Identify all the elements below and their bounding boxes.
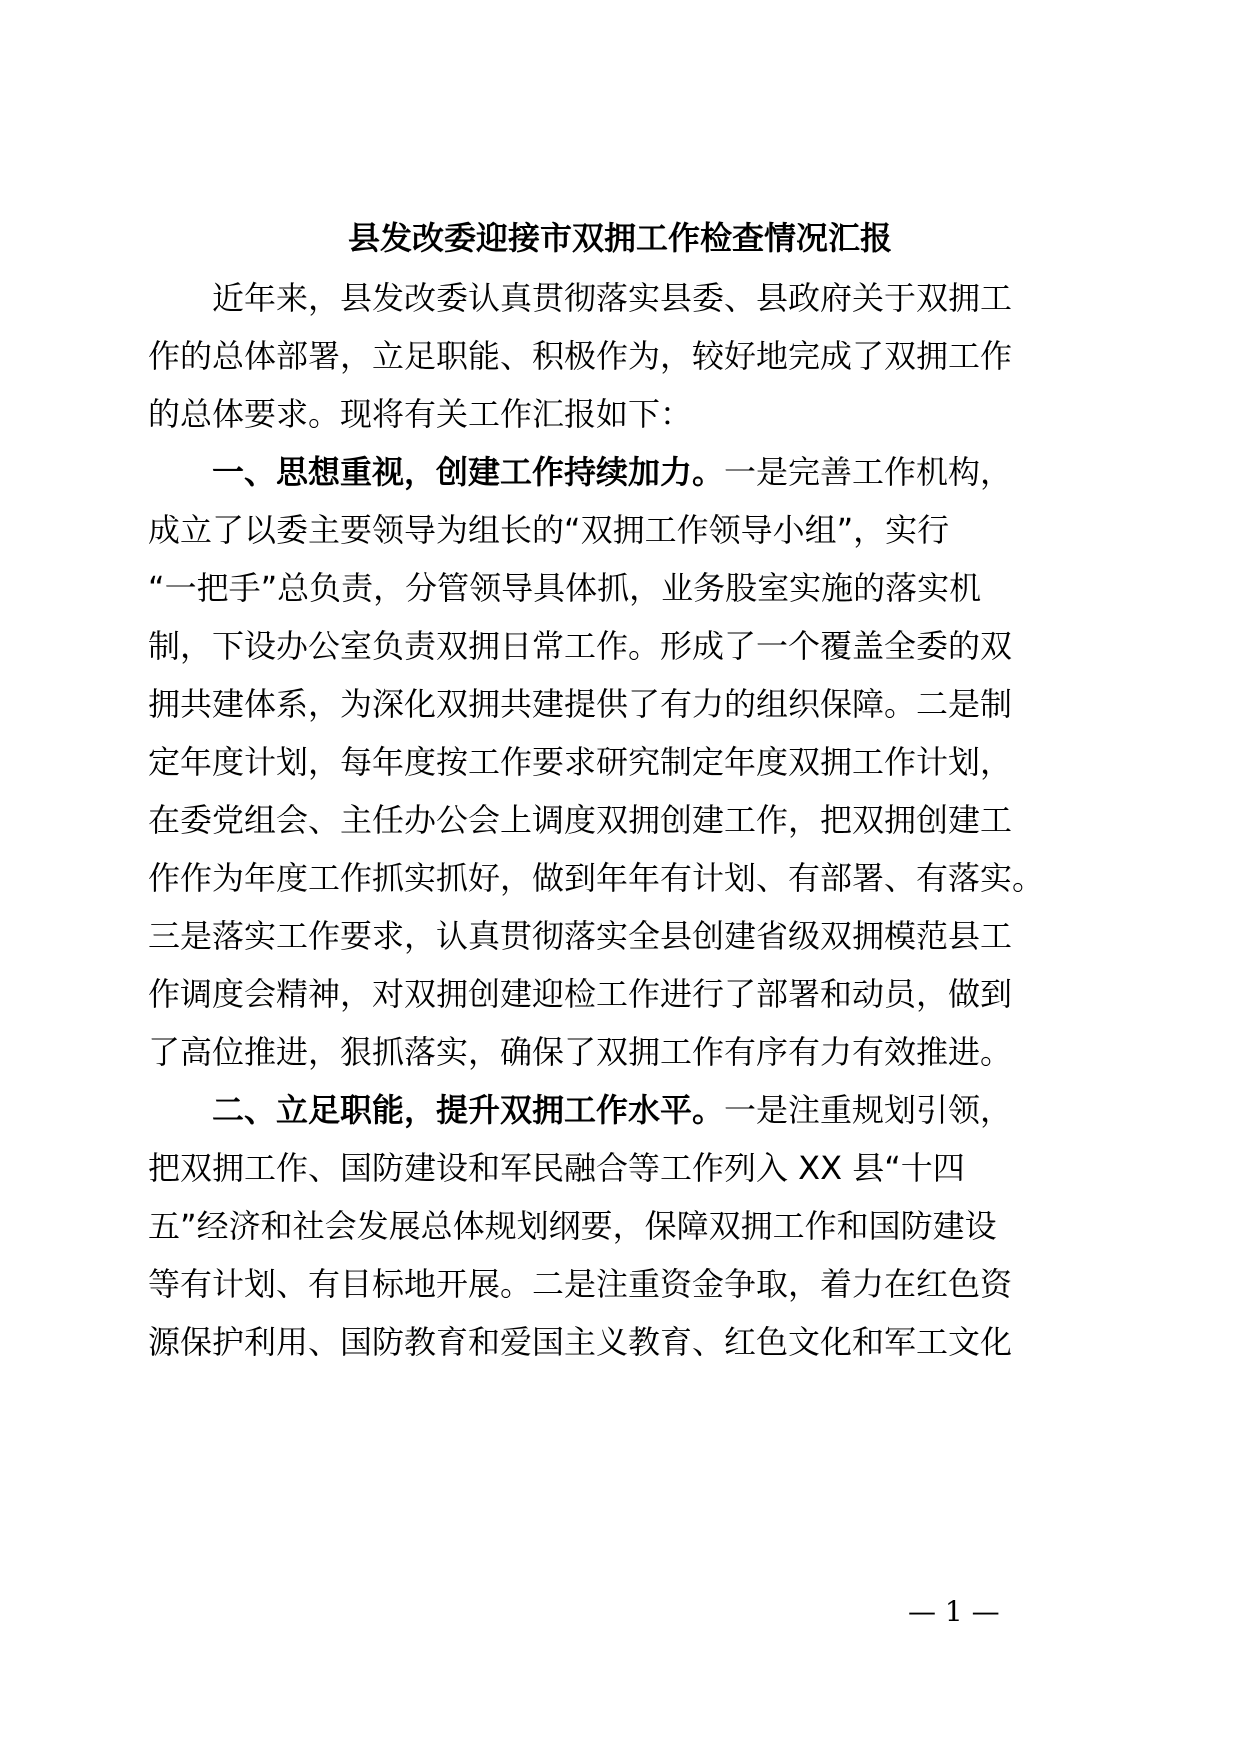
paragraph-2-line: 三是落实工作要求，认真贯彻落实全县创建省级双拥模范县工 — [148, 917, 1013, 955]
section-heading-1: 一、思想重视，创建工作持续加力。 — [212, 453, 725, 491]
paragraph-3-line: 等有计划、有目标地开展。二是注重资金争取，着力在红色资 — [148, 1265, 1013, 1303]
paragraph-1-line-2: 作的总体部署，立足职能、积极作为，较好地完成了双拥工作 — [148, 337, 1013, 375]
paragraph-2-line: 在委党组会、主任办公会上调度双拥创建工作，把双拥创建工 — [148, 801, 1013, 839]
paragraph-2-first-line-text: 一是完善工作机构， — [724, 453, 1013, 491]
paragraph-3-first-line — [212, 1086, 1013, 1134]
section-heading-2: 二、立足职能，提升双拥工作水平。 — [212, 1091, 725, 1129]
paragraph-2-line: 了高位推进，狠抓落实，确保了双拥工作有序有力有效推进。 — [148, 1033, 1013, 1071]
paragraph-2-line: 定年度计划，每年度按工作要求研究制定年度双拥工作计划， — [148, 743, 1013, 781]
paragraph-1-line-1: 近年来，县发改委认真贯彻落实县委、县政府关于双拥工 — [212, 279, 1013, 317]
paragraph-3-line: 五”经济和社会发展总体规划纲要，保障双拥工作和国防建设 — [148, 1207, 997, 1245]
paragraph-2-line: 作作为年度工作抓实抓好，做到年年有计划、有部署、有落实。 — [148, 859, 1045, 897]
paragraph-2-line: 成立了以委主要领导为组长的“双拥工作领导小组”，实行 — [148, 511, 950, 549]
document-title: 县发改委迎接市双拥工作检查情况汇报 — [347, 219, 892, 257]
paragraph-3-line: 源保护利用、国防教育和爱国主义教育、红色文化和军工文化 — [148, 1323, 1013, 1361]
page-number: — 1 — — [908, 1595, 1000, 1628]
paragraph-1-line-3: 的总体要求。现将有关工作汇报如下： — [148, 395, 693, 433]
paragraph-3-first-line-text: 一是注重规划引领， — [724, 1091, 1013, 1129]
paragraph-2-line: 制，下设办公室负责双拥日常工作。形成了一个覆盖全委的双 — [148, 627, 1013, 665]
paragraph-3-line: 把双拥工作、国防建设和军民融合等工作列入 XX 县“十四 — [148, 1149, 965, 1187]
paragraph-2-first-line — [212, 448, 1013, 496]
paragraph-2-line: “一把手”总负责，分管领导具体抓，业务股室实施的落实机 — [148, 569, 982, 607]
paragraph-2-line: 拥共建体系，为深化双拥共建提供了有力的组织保障。二是制 — [148, 685, 1013, 723]
paragraph-2-line: 作调度会精神，对双拥创建迎检工作进行了部署和动员，做到 — [148, 975, 1013, 1013]
